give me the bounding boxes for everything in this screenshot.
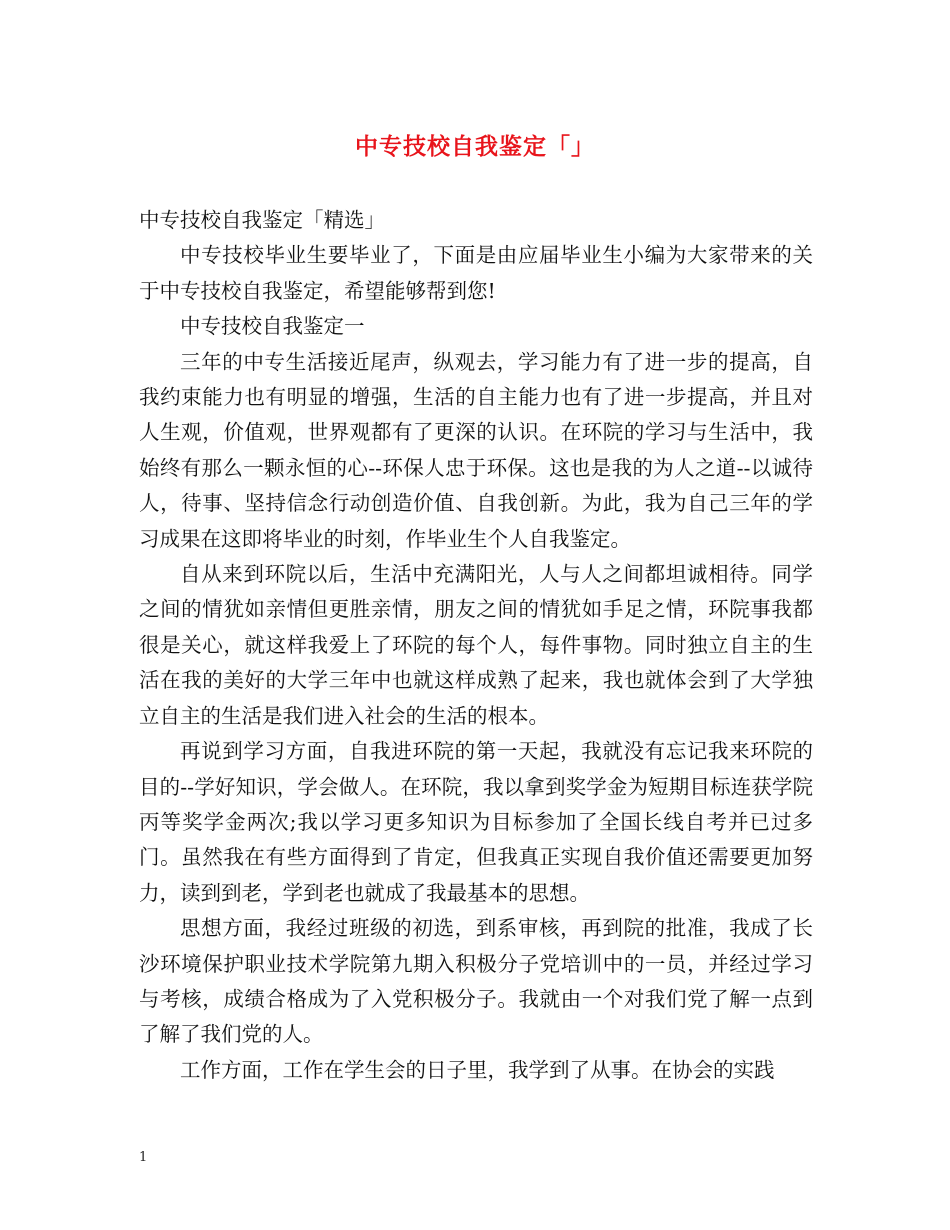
body-paragraph: 自从来到环院以后，生活中充满阳光，人与人之间都坦诚相待。同学之间的情犹如亲情但更胜亲情，朋友之间的情犹如手足之情，环院事我都很是关心，就这样我爱上了环院的每个人，每件事物。同时独立自主的生活在我的美好的大学三年中也就这样成熟了起来，我也就体会到了大学独立自主的生活是我们进入社会的生活的根本。 [139, 562, 813, 728]
section-heading: 中专技校自我鉴定一 [180, 314, 365, 339]
body-paragraph: 三年的中专生活接近尾声，纵观去，学习能力有了进一步的提高，自我约束能力也有明显的增强，生活的自主能力也有了进一步提高，并且对人生观，价值观，世界观都有了更深的认识。在环院的学习与生活中，我始终有那么一颗永恒的心--环保人忠于环保。这也是我的为人之道--以诚待人，待事、坚持信念行动创造价值、自我创新。为此，我为自己三年的学习成果在这即将毕业的时刻，作毕业生个人自我鉴定。 [139, 349, 813, 551]
document-body [139, 203, 813, 1088]
document-title: 中专技校自我鉴定「」 [355, 133, 595, 160]
body-paragraph: 思想方面，我经过班级的初选，到系审核，再到院的批准，我成了长沙环境保护职业技术学院第九期入积极分子党培训中的一员，并经过学习与考核，成绩合格成为了入党积极分子。我就由一个对我们党了解一点到了解了我们党的人。 [139, 916, 813, 1047]
subtitle-paragraph: 中专技校自我鉴定「精选」 [139, 208, 385, 232]
body-paragraph: 工作方面，工作在学生会的日子里，我学到了从事。在协会的实践 [180, 1057, 775, 1082]
intro-paragraph: 中专技校毕业生要毕业了，下面是由应届毕业生小编为大家带来的关于中专技校自我鉴定，希望能够帮到您! [139, 243, 813, 303]
body-paragraph: 再说到学习方面，自我进环院的第一天起，我就没有忘记我来环院的目的--学好知识，学会做人。在环院，我以拿到奖学金为短期目标连获学院丙等奖学金两次;我以学习更多知识为目标参加了全国长线自考并已过多门。虽然我在有些方面得到了肯定，但我真正实现自我价值还需要更加努力，读到到老，学到老也就成了我最基本的思想。 [139, 739, 813, 905]
page-number: 1 [139, 1150, 148, 1165]
